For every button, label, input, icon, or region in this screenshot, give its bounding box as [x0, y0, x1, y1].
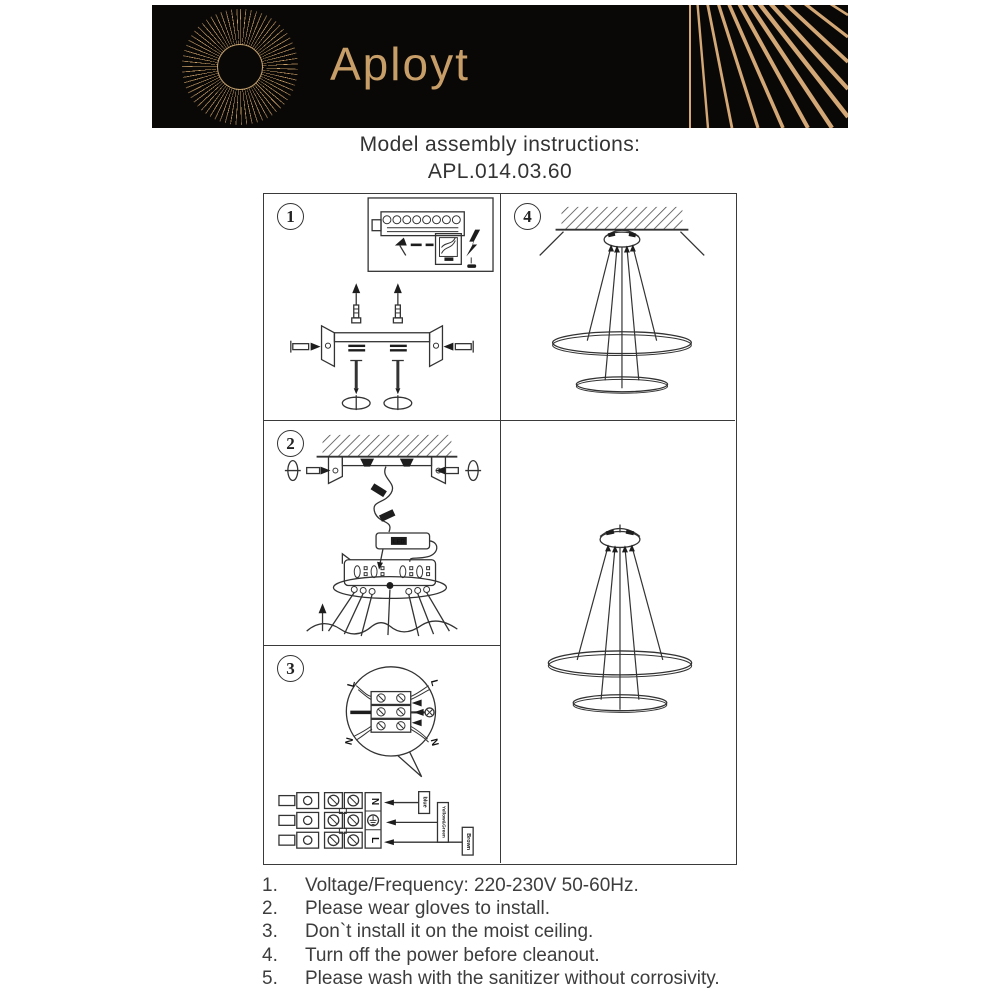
bracket-wing-right [430, 326, 443, 367]
ceiling-hatch [323, 435, 452, 457]
instruction-text: Turn off the power before cleanout. [305, 944, 600, 966]
step-2-badge: 2 [277, 430, 304, 457]
assembly-diagram-grid [263, 193, 737, 865]
breaker-icon [436, 234, 462, 265]
wire-label-blue: blue [421, 796, 428, 808]
panel-finished-lamp [501, 421, 735, 863]
model-number: APL.014.03.60 [427, 160, 573, 183]
up-arrow-icon [319, 603, 327, 631]
ray-fan-icon [518, 5, 848, 128]
led-label: LED [392, 539, 405, 546]
sunburst-logo-icon [182, 9, 298, 125]
cable-connector-1 [371, 483, 387, 497]
page-title: Model assembly instructions: [359, 133, 641, 156]
bracket-anchor-diagram [264, 194, 501, 419]
ceiling-hatch [562, 207, 683, 230]
hanging-lamp-diagram [501, 194, 735, 419]
step-4-badge: 4 [514, 203, 541, 230]
mounted-bracket [328, 457, 445, 484]
hanging-cables [328, 589, 449, 636]
page-header [0, 133, 1000, 184]
balloon-label-n-right: N [427, 737, 441, 748]
step-3-badge: 3 [277, 655, 304, 682]
instruction-text: Please wear gloves to install. [305, 898, 551, 920]
detail-balloon [344, 667, 441, 777]
panel-step-2 [264, 421, 501, 646]
bracket-wing-left [322, 326, 335, 367]
balloon-label-l-left: L [345, 679, 358, 689]
instruction-item [262, 967, 802, 990]
anchor-screw-left [342, 361, 370, 411]
brand-name: Aployt [330, 38, 470, 90]
balloon-label-n-left: N [343, 736, 357, 747]
instruction-item [262, 897, 802, 920]
instruction-text: Please wash with the sanitizer without corrosivity. [305, 967, 720, 989]
instruction-number: 2. [262, 898, 278, 920]
bracket-bar [334, 333, 429, 342]
vent-slots [354, 566, 429, 578]
canopy [604, 230, 640, 247]
instruction-item [262, 920, 802, 943]
panel-step-1 [264, 194, 501, 421]
instruction-number: 3. [262, 921, 278, 943]
canopy-cylinder [342, 554, 435, 586]
earth-ground-symbol [368, 815, 379, 826]
side-screw-left [291, 341, 321, 353]
supply-cable [374, 467, 393, 532]
canopy-wiring-diagram [264, 421, 501, 644]
terminal-l-label: L [369, 837, 381, 844]
instruction-number: 5. [262, 967, 278, 989]
screw-up-right [393, 283, 402, 323]
instruction-text: Voltage/Frequency: 220-230V 50-60Hz. [305, 875, 639, 896]
suspension-cables [577, 546, 663, 709]
pointer-arrow-icon [395, 238, 434, 256]
instruction-number: 4. [262, 944, 278, 966]
instruction-number: 1. [262, 875, 278, 896]
wire-label-yellow-green: Yellow&Green [440, 805, 446, 838]
wire-color-callouts [384, 792, 473, 855]
cable-connector-2 [379, 509, 395, 522]
brand-banner [152, 5, 848, 128]
suspension-cables [587, 247, 656, 389]
panel-step-3 [264, 646, 501, 863]
wire-lugs [279, 793, 319, 848]
panel-step-4 [501, 194, 735, 421]
balloon-label-l-right: L [427, 678, 441, 688]
finished-lamp-diagram [501, 421, 735, 861]
terminal-block [325, 793, 363, 848]
canopy [600, 525, 640, 548]
instruction-item [262, 874, 802, 897]
led-driver [376, 533, 437, 570]
terminal-strip-icon [372, 212, 464, 236]
nl-column [365, 793, 381, 848]
side-screw-right [436, 461, 482, 481]
anchor-screw-right [384, 361, 412, 411]
step-1-badge: 1 [277, 203, 304, 230]
screw-up-left [352, 283, 361, 323]
mounting-bracket [291, 283, 473, 410]
instruction-text: Don`t install it on the moist ceiling. [305, 921, 594, 943]
wire-label-brown: Brown [465, 833, 472, 851]
instruction-item [262, 944, 802, 967]
instruction-list [262, 874, 802, 990]
break-wave [307, 621, 458, 634]
side-screw-right [443, 341, 473, 353]
terminal-n-label: N [369, 797, 381, 806]
side-screw-left [285, 461, 331, 481]
lightning-icon [466, 230, 480, 268]
